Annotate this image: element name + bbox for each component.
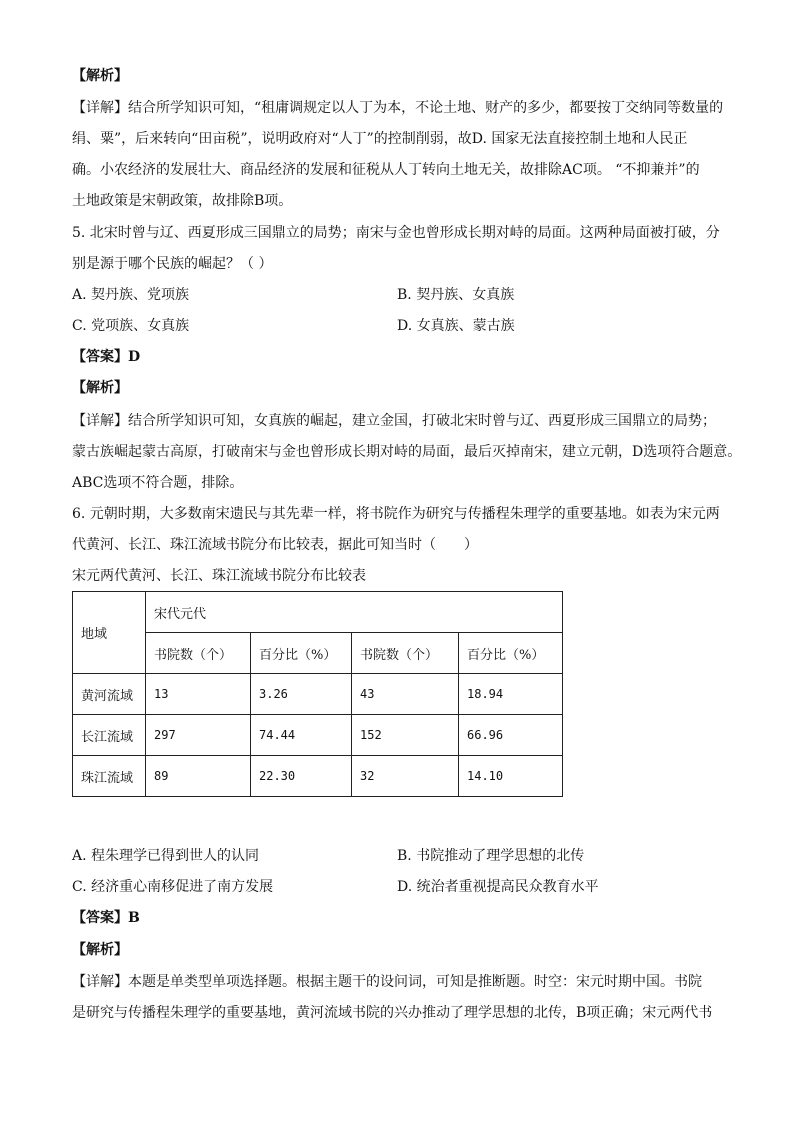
value-cell: 13: [146, 674, 251, 715]
value-cell: 32: [352, 756, 459, 797]
analysis-label: 【解析】: [72, 942, 128, 958]
value-cell: 3.26: [251, 674, 352, 715]
region-header: 地域: [73, 592, 146, 674]
value-cell: 18.94: [459, 674, 563, 715]
answer-label: 【答案】B: [72, 910, 140, 926]
question-stem: 代黄河、长江、珠江流域书院分布比较表，据此可知当时（ ）: [72, 537, 478, 553]
option-a: A. 契丹族、党项族: [72, 287, 190, 303]
period-header: 宋代元代: [146, 592, 563, 633]
value-cell: 66.96: [459, 715, 563, 756]
detail-line: 绢、粟”，后来转向“田亩税”，说明政府对“人丁”的控制削弱，故D. 国家无法直接控制土地和人民正: [72, 131, 688, 147]
value-cell: 22.30: [251, 756, 352, 797]
option-d: D. 女真族、蒙古族: [397, 318, 515, 334]
option-c: C. 经济重心南移促进了南方发展: [72, 879, 274, 895]
region-cell: 黄河流域: [73, 674, 146, 715]
region-cell: 长江流域: [73, 715, 146, 756]
question-stem: 5. 北宋时曾与辽、西夏形成三国鼎立的局势；南宋与金也曾形成长期对峙的局面。这两种局面被打破，分: [72, 225, 720, 241]
detail-line: 【详解】本题是单类型单项选择题。根据主题干的设问词，可知是推断题。时空：宋元时期中国。书院: [72, 974, 702, 990]
table-row: [73, 674, 563, 715]
question-stem: 6. 元朝时期，大多数南宋遗民与其先辈一样，将书院作为研究与传播程朱理学的重要基地。如表为宋元两: [72, 506, 720, 522]
option-b: B. 书院推动了理学思想的北传: [397, 848, 585, 864]
table-row: [73, 715, 563, 756]
question-stem: 别是源于哪个民族的崛起？（ ）: [72, 256, 273, 272]
academy-distribution-table: [72, 591, 563, 797]
detail-line: 蒙古族崛起蒙古高原，打破南宋与金也曾形成长期对峙的局面，最后灭掉南宋，建立元朝，D选项符合题意。: [72, 444, 742, 460]
value-cell: 74.44: [251, 715, 352, 756]
answer-label: 【答案】D: [72, 349, 141, 365]
sub-header: 书院数（个）: [146, 633, 251, 674]
value-cell: 152: [352, 715, 459, 756]
detail-line: 确。小农经济的发展壮大、商品经济的发展和征税从人丁转向土地无关，故排除AC项。 “不抑兼并”的: [72, 162, 700, 178]
analysis-label: 【解析】: [72, 68, 128, 84]
analysis-label: 【解析】: [72, 380, 128, 396]
detail-line: 【详解】结合所学知识可知，女真族的崛起，建立金国，打破北宋时曾与辽、西夏形成三国鼎立的局势；: [72, 413, 716, 429]
sub-header: 书院数（个）: [352, 633, 459, 674]
option-c: C. 党项族、女真族: [72, 318, 190, 334]
sub-header: 百分比（%）: [459, 633, 563, 674]
option-b: B. 契丹族、女真族: [397, 287, 515, 303]
detail-line: ABC选项不符合题，排除。: [72, 475, 244, 491]
value-cell: 14.10: [459, 756, 563, 797]
detail-line: 【详解】结合所学知识可知，“租庸调规定以人丁为本，不论土地、财产的多少，都要按丁交纳同等数量的: [72, 100, 724, 116]
value-cell: 297: [146, 715, 251, 756]
detail-line: 土地政策是宋朝政策，故排除B项。: [72, 193, 293, 209]
sub-header: 百分比（%）: [251, 633, 352, 674]
detail-line: 是研究与传播程朱理学的重要基地，黄河流域书院的兴办推动了理学思想的北传，B项正确；宋元两代书: [72, 1005, 713, 1021]
value-cell: 43: [352, 674, 459, 715]
region-cell: 珠江流域: [73, 756, 146, 797]
option-d: D. 统治者重视提高民众教育水平: [397, 879, 599, 895]
table-caption: 宋元两代黄河、长江、珠江流域书院分布比较表: [72, 568, 366, 584]
table-row: [73, 756, 563, 797]
option-a: A. 程朱理学已得到世人的认同: [72, 848, 260, 864]
value-cell: 89: [146, 756, 251, 797]
